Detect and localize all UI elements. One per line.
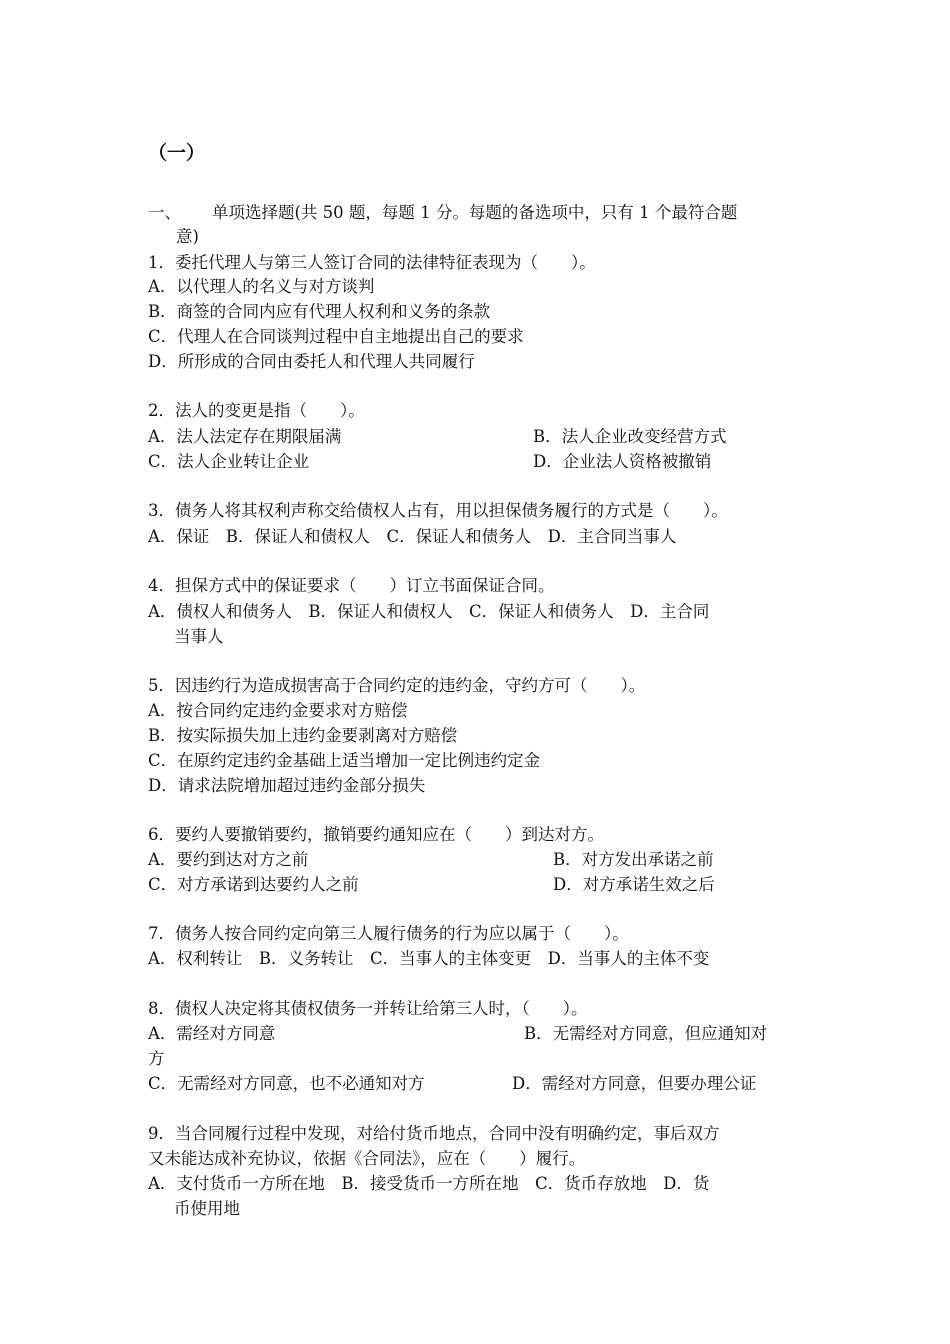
question-stem: 5．因违约行为造成损害高于合同约定的违约金，守约方可（ ）。 <box>148 676 646 695</box>
question-option: C．法人企业转让企业 <box>148 452 310 471</box>
question-stem: 9．当合同履行过程中发现，对给付货币地点，合同中没有明确约定，事后双方 <box>148 1124 720 1143</box>
question-options-line: A．保证 B．保证人和债权人 C．保证人和债务人 D．主合同当事人 <box>148 527 677 546</box>
question-option: A．要约到达对方之前 <box>148 850 309 869</box>
question-option: D．需经对方同意，但要办理公证 <box>512 1074 757 1093</box>
question-stem: 6．要约人要撤销要约，撤销要约通知应在（ ）到达对方。 <box>148 825 604 844</box>
question-option: C．无需经对方同意，也不必通知对方 <box>148 1074 425 1093</box>
question-option: C．对方承诺到达要约人之前 <box>148 875 359 894</box>
section-title: 单项选择题(共 50 题，每题 1 分。每题的备选项中，只有 1 个最符合题 <box>212 203 738 222</box>
question-option: A．按合同约定违约金要求对方赔偿 <box>148 701 408 720</box>
question-option: A．需经对方同意 <box>148 1024 276 1043</box>
question-option: D．请求法院增加超过违约金部分损失 <box>148 776 426 795</box>
question-option: A．以代理人的名义与对方谈判 <box>148 277 375 296</box>
question-option: D．所形成的合同由委托人和代理人共同履行 <box>148 352 475 371</box>
question-option-wrap: 方 <box>148 1049 165 1068</box>
section-number: 一、 <box>148 203 181 222</box>
question-options-line: A．支付货币一方所在地 B．接受货币一方所在地 C．货币存放地 D．货 <box>148 1174 710 1193</box>
question-options-line: A．债权人和债务人 B．保证人和债权人 C．保证人和债务人 D．主合同 <box>148 602 710 621</box>
question-stem: 2．法人的变更是指（ ）。 <box>148 401 365 420</box>
question-option: C．代理人在合同谈判过程中自主地提出自己的要求 <box>148 327 524 346</box>
question-stem: 7．债务人按合同约定向第三人履行债务的行为应以属于（ ）。 <box>148 924 629 943</box>
question-option: B．无需经对方同意，但应通知对 <box>524 1024 768 1043</box>
question-option: D．对方承诺生效之后 <box>553 875 715 894</box>
question-option: B．按实际损失加上违约金要剥离对方赔偿 <box>148 726 458 745</box>
question-option: D．企业法人资格被撤销 <box>533 452 712 471</box>
question-stem: 4．担保方式中的保证要求（ ）订立书面保证合同。 <box>148 576 555 595</box>
question-stem-wrap: 又未能达成补充协议，依据《合同法》，应在（ ）履行。 <box>148 1149 586 1168</box>
question-option: B．对方发出承诺之前 <box>553 850 714 869</box>
section-title-wrap: 意) <box>176 227 199 246</box>
question-option: C．在原约定违约金基础上适当增加一定比例违约定金 <box>148 751 541 770</box>
question-options-wrap: 当事人 <box>174 627 224 646</box>
question-options-line: A．权利转让 B．义务转让 C．当事人的主体变更 D．当事人的主体不变 <box>148 949 710 968</box>
question-option: B．商签的合同内应有代理人权利和义务的条款 <box>148 302 491 321</box>
question-options-wrap: 币使用地 <box>174 1199 240 1218</box>
question-option: A．法人法定存在期限届满 <box>148 427 342 446</box>
question-stem: 8．债权人决定将其债权债务一并转让给第三人时，（ ）。 <box>148 999 588 1018</box>
document-heading: （一） <box>148 142 206 164</box>
question-stem: 1．委托代理人与第三人签订合同的法律特征表现为（ ）。 <box>148 253 596 272</box>
question-option: B．法人企业改变经营方式 <box>533 427 727 446</box>
question-stem: 3．债务人将其权利声称交给债权人占有，用以担保债务履行的方式是（ ）。 <box>148 501 728 520</box>
